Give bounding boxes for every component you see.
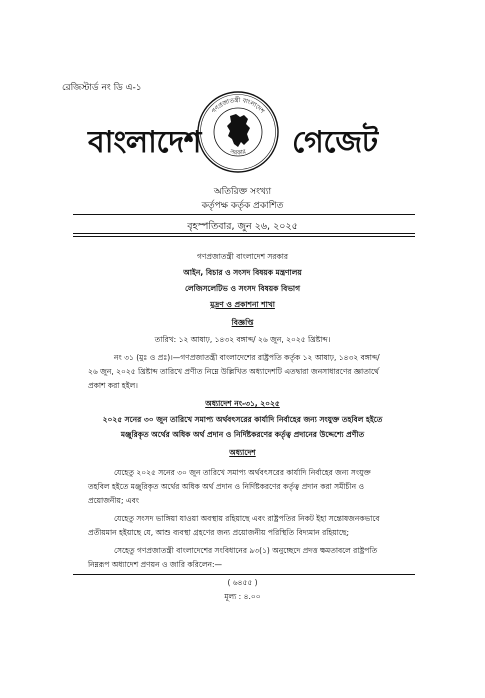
header-rule-bottom bbox=[73, 233, 415, 234]
para2-line-1: যেহেতু সংসদ ভাঙ্গিয়া যাওয়া অবস্থায় রহিয়াছে এবং রাষ্ট্রপতির নিকট ইহা সন্তোষজনকভাবে bbox=[114, 514, 380, 523]
notice-date: তারিখ: ১২ আষাঢ়, ১৪৩২ বঙ্গাব্দ/ ২৬ জুন, ২০২৫ খ্রিষ্টাব্দ। bbox=[154, 335, 331, 344]
page-number: ( ৬৪৫৫ ) bbox=[227, 578, 258, 587]
header-rule-bottom-2 bbox=[73, 236, 415, 237]
published-by-label: কর্তৃপক্ষ কর্তৃক প্রকাশিত bbox=[201, 201, 284, 211]
intro-line-1: নং ৩১ (মুঃ ও প্রঃ)।—গণপ্রজাতন্ত্রী বাংলাদেশের রাষ্ট্রপতি কর্তৃক ১২ আষাঢ়, ১৪৩২ বঙ্গাব্দ/ bbox=[114, 353, 380, 362]
ordinance-label: অধ্যাদেশ bbox=[229, 448, 256, 457]
para3-line-2: নিম্নরূপ অধ্যাদেশ প্রণয়ন ও জারি করিলেন:— bbox=[88, 560, 223, 569]
para1-line-2: তহবিল হইতে মঞ্জুরিকৃত অর্থের অধিক অর্থ প্রদান ও নির্দিষ্টকরণের কর্তৃত্ব প্রদান করা সমীচীন ও bbox=[88, 482, 364, 491]
para3-line-1: সেহেতু গণপ্রজাতন্ত্রী বাংলাদেশের সংবিধানের ৯৩(১) অনুচ্ছেদে প্রদত্ত ক্ষমতাবলে রাষ্ট্রপতি bbox=[114, 546, 378, 555]
para1-line-3: প্রয়োজনীয়; এবং bbox=[88, 496, 139, 505]
svg-text:সরকার bbox=[228, 148, 247, 157]
seal-bottom-text: সরকার bbox=[229, 148, 247, 157]
notice-heading: বিজ্ঞপ্তি bbox=[231, 318, 254, 327]
ordinance-number: অধ্যাদেশ নং-৩১, ২০২৫ bbox=[205, 399, 280, 408]
svg-text:গণপ্রজাতন্ত্রী বাংলাদেশ bbox=[211, 96, 266, 115]
intro-line-3: প্রকাশ করা হইল। bbox=[88, 381, 138, 390]
gazette-title-right: গেজেট bbox=[292, 125, 378, 160]
price-label: মূল্য : ৪.০০ bbox=[224, 592, 261, 601]
gazette-title-left: বাংলাদেশ bbox=[88, 125, 201, 160]
issue-date: বৃহস্পতিবার, জুন ২৬, ২০২৫ bbox=[187, 221, 298, 232]
ministry-name: আইন, বিচার ও সংসদ বিষয়ক মন্ত্রণালয় bbox=[183, 268, 302, 277]
registration-number: রেজিস্টার্ড নং ডি এ-১ bbox=[62, 83, 142, 93]
header-rule-top bbox=[73, 214, 415, 215]
intro-line-2: ২৬ জুন, ২০২৫ খ্রিষ্টাব্দ তারিখে প্রণীত নিম্নে উল্লিখিত অধ্যাদেশটি এতদ্বারা জনসাধারণের জ্ঞাতার্থে bbox=[88, 367, 379, 376]
para2-line-2: প্রতীয়মান হইয়াছে যে, আশু ব্যবস্থা গ্রহণের জন্য প্রয়োজনীয় পরিস্থিতি বিদ্যমান রহিয়াছে; bbox=[88, 528, 349, 537]
seal-top-text: গণপ্রজাতন্ত্রী বাংলাদেশ bbox=[210, 96, 266, 115]
ordinance-title-line-1: ২০২৫ সনের ৩০ জুন তারিখে সমাপ্য অর্থবৎসরের কার্যাদি নির্বাহের জন্য সংযুক্ত তহবিল হইতে bbox=[102, 415, 383, 424]
ordinance-title-line-2: মঞ্জুরিকৃত অর্থের অধিক অর্থ প্রদান ও নির্দিষ্টকরণের কর্তৃত্ব প্রদানের উদ্দেশ্যে প্রণীত bbox=[120, 430, 365, 439]
branch-name: মুদ্রণ ও প্রকাশনা শাখা bbox=[210, 300, 275, 309]
government-name: গণপ্রজাতন্ত্রী বাংলাদেশ সরকার bbox=[196, 252, 289, 261]
division-name: লেজিসলেটিভ ও সংসদ বিষয়ক বিভাগ bbox=[184, 284, 301, 293]
footer-rule bbox=[73, 574, 415, 575]
government-seal-icon bbox=[196, 90, 280, 174]
para1-line-1: যেহেতু ২০২৫ সনের ৩০ জুন তারিখে সমাপ্য অর্থবৎসরের কার্যাদি নির্বাহের জন্য সংযুক্ত bbox=[114, 468, 371, 477]
extra-issue-label: অতিরিক্ত সংখ্যা bbox=[213, 187, 272, 197]
